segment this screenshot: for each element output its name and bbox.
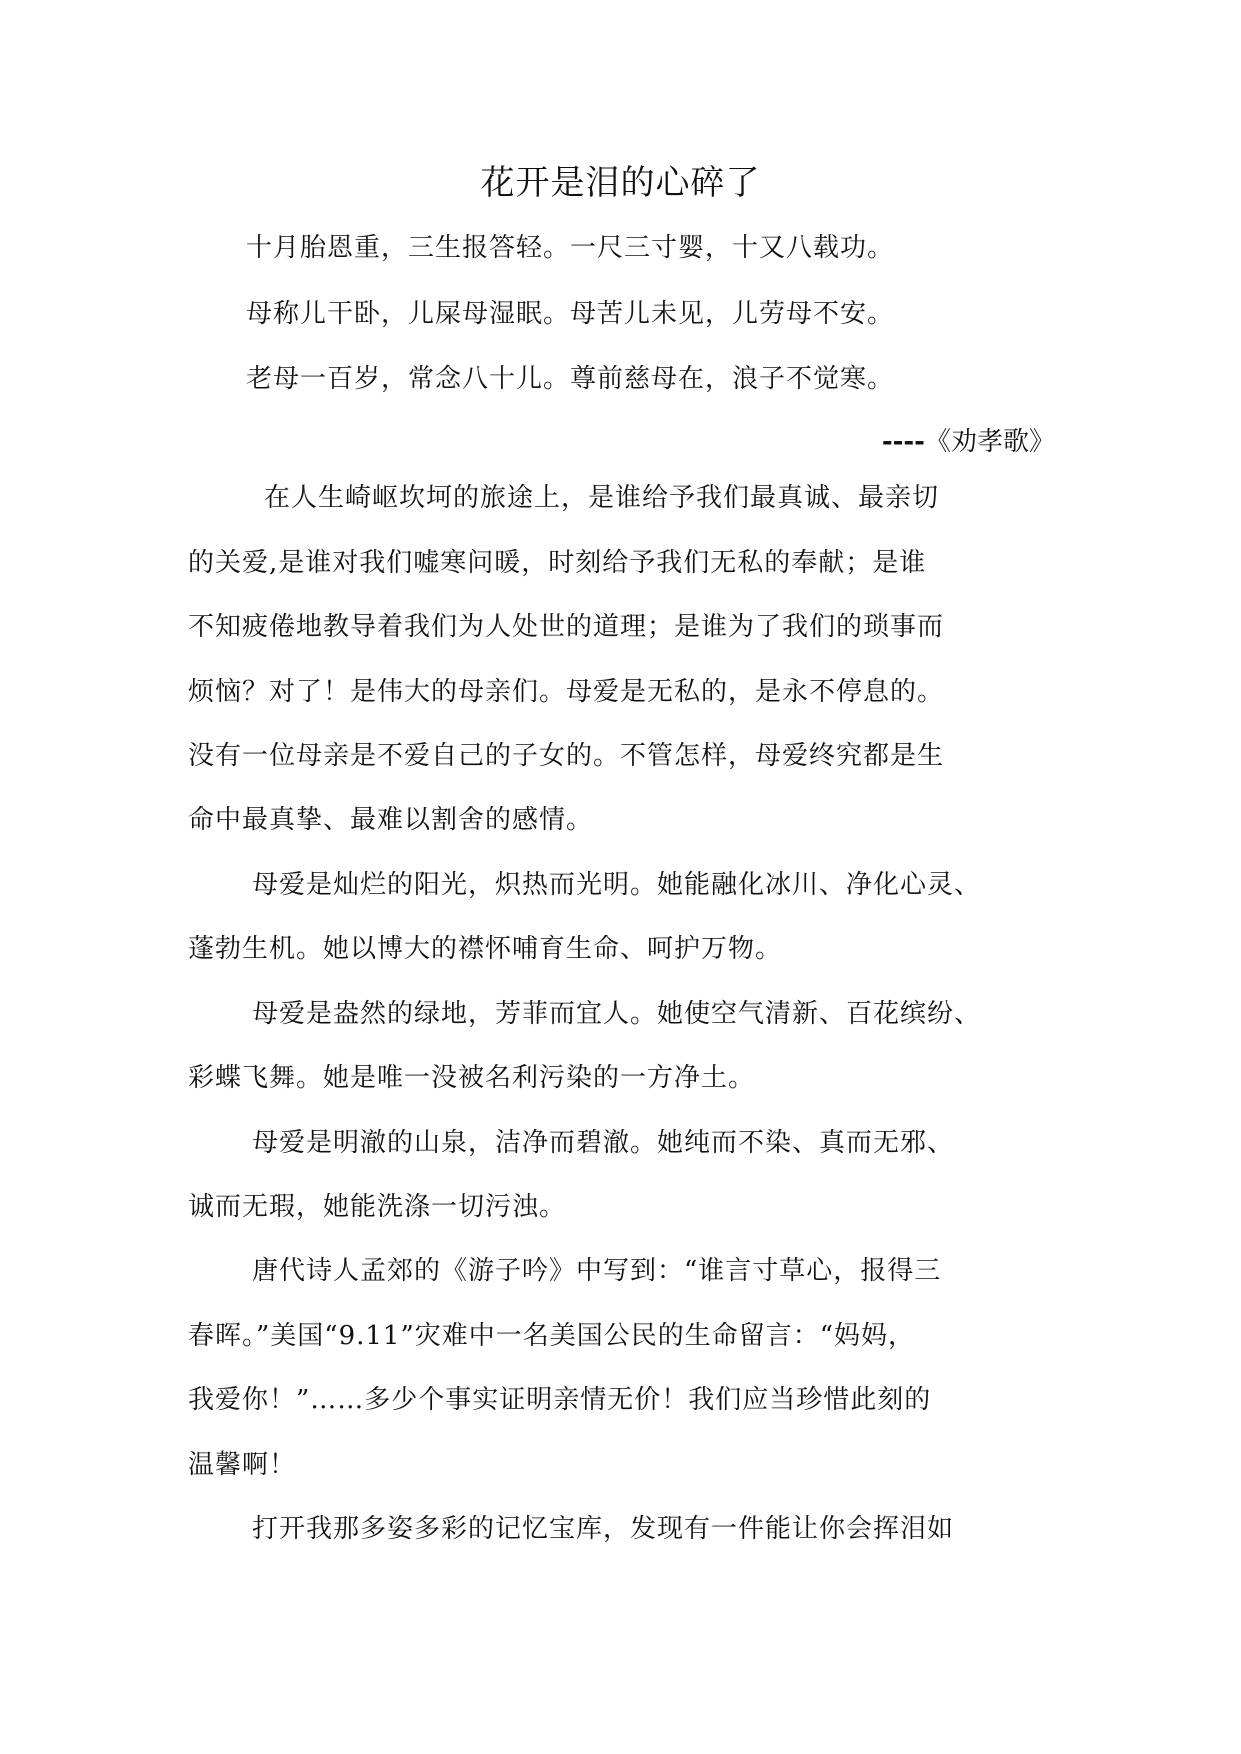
attribution-dashes: ---- [881, 427, 925, 457]
poem-line-1: 十月胎恩重，三生报答轻。一尺三寸婴，十又八载功。 [246, 233, 895, 263]
body-line: 在人生崎岖坎坷的旅途上，是谁给予我们最真诚、最亲切 [264, 483, 940, 513]
body-line: 蓬勃生机。她以博大的襟怀哺育生命、呵护万物。 [188, 934, 783, 964]
body-line: 不知疲倦地教导着我们为人处世的道理；是谁为了我们的琐事而 [188, 612, 945, 642]
document-title: 花开是泪的心碎了 [480, 163, 761, 203]
body-line: 母爱是盎然的绿地，芳菲而宜人。她使空气清新、百花缤纷、 [252, 999, 982, 1029]
body-line: 我爱你！”……多少个事实证明亲情无价！我们应当珍惜此刻的 [188, 1385, 932, 1415]
body-line: 温馨啊！ [188, 1450, 297, 1480]
poem-attribution [882, 422, 1055, 462]
body-line: 没有一位母亲是不爱自己的子女的。不管怎样，母爱终究都是生 [188, 741, 945, 771]
body-line: 命中最真挚、最难以割舍的感情。 [188, 805, 594, 835]
body-line: 春晖。”美国“9.11”灾难中一名美国公民的生命留言：“妈妈， [188, 1321, 916, 1351]
body-line: 母爱是灿烂的阳光，炽热而光明。她能融化冰川、净化心灵、 [252, 870, 982, 900]
body-line: 烦恼？对了！是伟大的母亲们。母爱是无私的，是永不停息的。 [188, 677, 945, 707]
body-line: 唐代诗人孟郊的《游子吟》中写到：“谁言寸草心，报得三 [252, 1256, 942, 1286]
body-line: 彩蝶飞舞。她是唯一没被名利污染的一方净土。 [188, 1063, 756, 1093]
attribution-title: 《劝孝歌》 [924, 427, 1055, 457]
poem-line-2: 母称儿干卧，儿屎母湿眠。母苦儿未见，儿劳母不安。 [246, 299, 895, 329]
body-line: 母爱是明澈的山泉，洁净而碧澈。她纯而不染、真而无邪、 [252, 1128, 955, 1158]
body-line: 打开我那多姿多彩的记忆宝库，发现有一件能让你会挥泪如 [252, 1514, 955, 1544]
body-line: 诚而无瑕，她能洗涤一切污浊。 [188, 1192, 567, 1222]
body-line: 的关爱,是谁对我们嘘寒问暖，时刻给予我们无私的奉献；是谁 [188, 548, 927, 578]
poem-line-3: 老母一百岁，常念八十儿。尊前慈母在，浪子不觉寒。 [246, 364, 895, 394]
